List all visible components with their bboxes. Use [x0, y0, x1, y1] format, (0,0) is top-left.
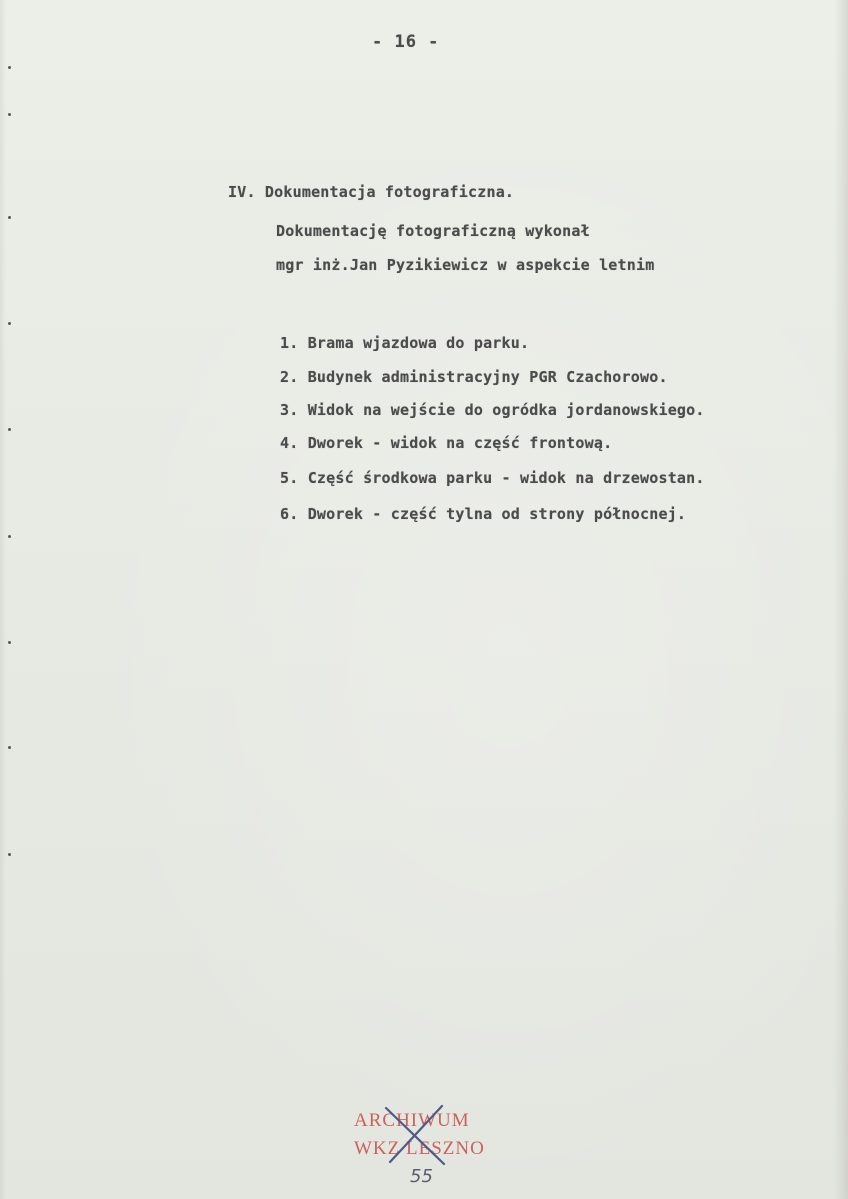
stamp-line-archive: ARCHIWUM — [354, 1110, 470, 1131]
stamp-cross-mark — [380, 1104, 450, 1168]
page-left-edge-shadow — [0, 0, 6, 1199]
margin-punch-mark — [8, 853, 11, 856]
margin-punch-mark — [8, 746, 11, 749]
margin-punch-mark — [8, 641, 11, 644]
page-right-edge-shadow — [834, 0, 848, 1199]
margin-punch-mark — [8, 216, 11, 219]
photo-list-item: 4. Dworek - widok na część frontową. — [280, 434, 613, 452]
margin-punch-mark — [8, 113, 11, 116]
photo-list-item: 1. Brama wjazdowa do parku. — [280, 334, 530, 352]
photo-list-item: 2. Budynek administracyjny PGR Czachorowo. — [280, 368, 668, 386]
section-heading: IV. Dokumentacja fotograficzna. — [228, 183, 515, 201]
stamp-line-office: WKZ LESZNO — [354, 1138, 485, 1159]
margin-punch-mark — [8, 322, 11, 325]
margin-punch-mark — [8, 66, 11, 69]
photo-list-item: 6. Dworek - część tylna od strony północnej. — [280, 505, 687, 523]
intro-text-line: Dokumentację fotograficzną wykonał — [276, 222, 590, 240]
archive-page-number: 55 — [410, 1166, 433, 1187]
photo-list-item: 3. Widok na wejście do ogródka jordanowskiego. — [280, 401, 705, 419]
photo-list-item: 5. Część środkowa parku - widok na drzewostan. — [280, 469, 705, 487]
margin-punch-mark — [8, 535, 11, 538]
intro-text-line: mgr inż.Jan Pyzikiewicz w aspekcie letnim — [276, 256, 655, 274]
margin-punch-mark — [8, 428, 11, 431]
archive-stamp — [350, 1110, 490, 1170]
page-number: - 16 - — [372, 32, 440, 52]
